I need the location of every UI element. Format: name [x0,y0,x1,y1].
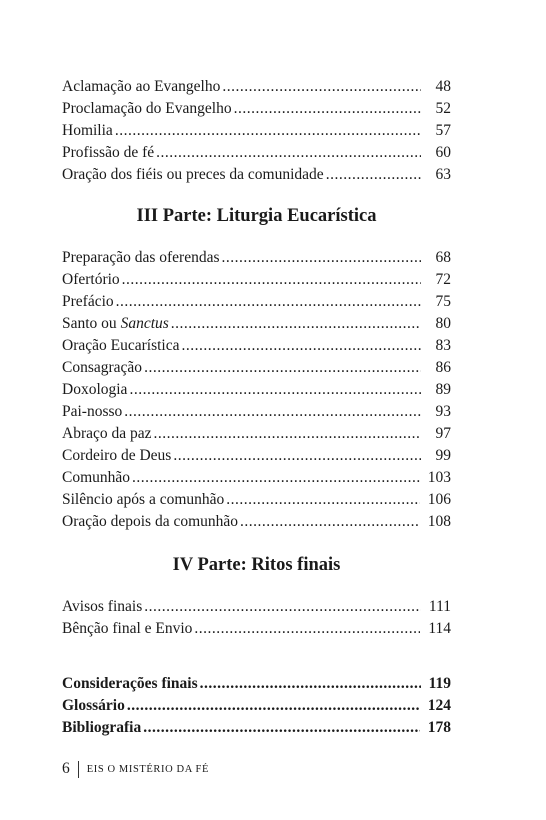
toc-section-final [62,673,451,739]
toc-entry [62,120,451,142]
toc-entry [62,618,451,640]
toc-entry-label: Proclamação do Evangelho [62,100,232,117]
dot-leader [194,618,420,640]
part-heading: III Parte: Liturgia Eucarística [136,206,377,226]
toc-entry [62,511,451,533]
dot-leader [171,313,421,335]
toc-entry-label: Silêncio após a comunhão [62,491,225,508]
toc-entry [62,596,451,618]
toc-entry-page: 89 [435,381,451,398]
toc-entry-page: 63 [435,166,451,183]
toc-entry-label: Consagração [62,359,143,376]
dot-leader [234,98,421,120]
toc-section-part3 [62,247,451,533]
toc-entry-page: 80 [435,315,451,332]
dot-leader [200,673,421,695]
toc-entry [62,247,451,269]
toc-entry-label-text: Santo ou [62,315,121,332]
toc-entry-label: Considerações finais [62,675,198,692]
toc-entry-page: 86 [435,359,451,376]
dot-leader [222,76,421,98]
toc-entry-page: 60 [435,144,451,161]
dot-leader [156,142,421,164]
toc-entry [62,379,451,401]
page-number: 6 [62,760,70,777]
dot-leader [127,695,420,717]
toc-entry-label: Ofertório [62,271,120,288]
toc-entry [62,291,451,313]
running-title: EIS O MISTÉRIO DA FÉ [86,763,210,775]
dot-leader [226,489,419,511]
toc-entry [62,313,451,335]
toc-entry-page: 111 [428,598,451,615]
part-heading: IV Parte: Ritos finais [172,555,341,575]
page-footer [62,760,209,778]
toc-entry [62,76,451,98]
toc-entry [62,164,451,186]
toc-entry [62,673,451,695]
toc-entry-page: 108 [427,513,451,530]
dot-leader [115,120,421,142]
dot-leader [144,596,421,618]
dot-leader [116,291,421,313]
toc-entry-label: Comunhão [62,469,131,486]
toc-entry-page: 97 [435,425,451,442]
toc-section-part4 [62,596,451,640]
toc-entry-page: 48 [435,78,451,95]
toc-entry-label: Cordeiro de Deus [62,447,172,464]
toc-entry [62,423,451,445]
toc-entry-label: Oração Eucarística [62,337,180,354]
dot-leader [154,423,421,445]
toc-entry [62,269,451,291]
toc-entry-page: 106 [427,491,451,508]
toc-entry-label: Avisos finais [62,598,143,615]
toc-entry-label [62,313,169,335]
toc-entry-page: 52 [435,100,451,117]
toc-entry [62,142,451,164]
toc-entry-page: 57 [435,122,451,139]
toc-entry-label: Homilia [62,122,113,139]
toc-entry-page: 83 [435,337,451,354]
dot-leader [181,335,421,357]
dot-leader [122,269,421,291]
toc-entry [62,445,451,467]
toc-entry-label: Aclamação ao Evangelho [62,78,221,95]
toc-entry [62,489,451,511]
toc-entry [62,357,451,379]
toc-entry-label: Oração dos fiéis ou preces da comunidade [62,166,324,183]
toc-entry-label: Preparação das oferendas [62,249,220,266]
toc-entry-label: Prefácio [62,293,114,310]
toc-entry-label: Oração depois da comunhão [62,513,239,530]
toc-entry-label: Bênção final e Envio [62,620,193,637]
toc-entry-page: 124 [427,697,451,714]
footer-divider [78,761,79,778]
toc-entry-label: Abraço da paz [62,425,152,442]
dot-leader [132,467,420,489]
toc-entry-label: Pai-nosso [62,403,123,420]
toc-entry [62,467,451,489]
toc-entry-label: Doxologia [62,381,128,398]
dot-leader [222,247,422,269]
toc-entry-page: 99 [435,447,451,464]
toc-entry-page: 75 [435,293,451,310]
toc-entry-label: Profissão de fé [62,144,155,161]
toc-section-continued [62,76,451,186]
dot-leader [173,445,421,467]
toc-entry [62,717,451,739]
dot-leader [124,401,421,423]
toc-entry-label: Glossário [62,697,125,714]
toc-entry-page: 68 [435,249,451,266]
toc-entry [62,98,451,120]
toc-entry-label-italic: Sanctus [120,315,169,332]
toc-entry-label: Bibliografia [62,719,142,736]
toc-entry-page: 72 [435,271,451,288]
dot-leader [144,357,421,379]
toc-entry [62,695,451,717]
toc-entry [62,335,451,357]
toc-entry [62,401,451,423]
toc-entry-page: 103 [427,469,451,486]
table-of-contents [62,76,451,739]
dot-leader [129,379,421,401]
dot-leader [326,164,421,186]
toc-entry-page: 114 [428,620,451,637]
dot-leader [240,511,420,533]
dot-leader [143,717,420,739]
toc-entry-page: 178 [427,719,451,736]
toc-entry-page: 93 [435,403,451,420]
toc-entry-page: 119 [428,675,451,692]
